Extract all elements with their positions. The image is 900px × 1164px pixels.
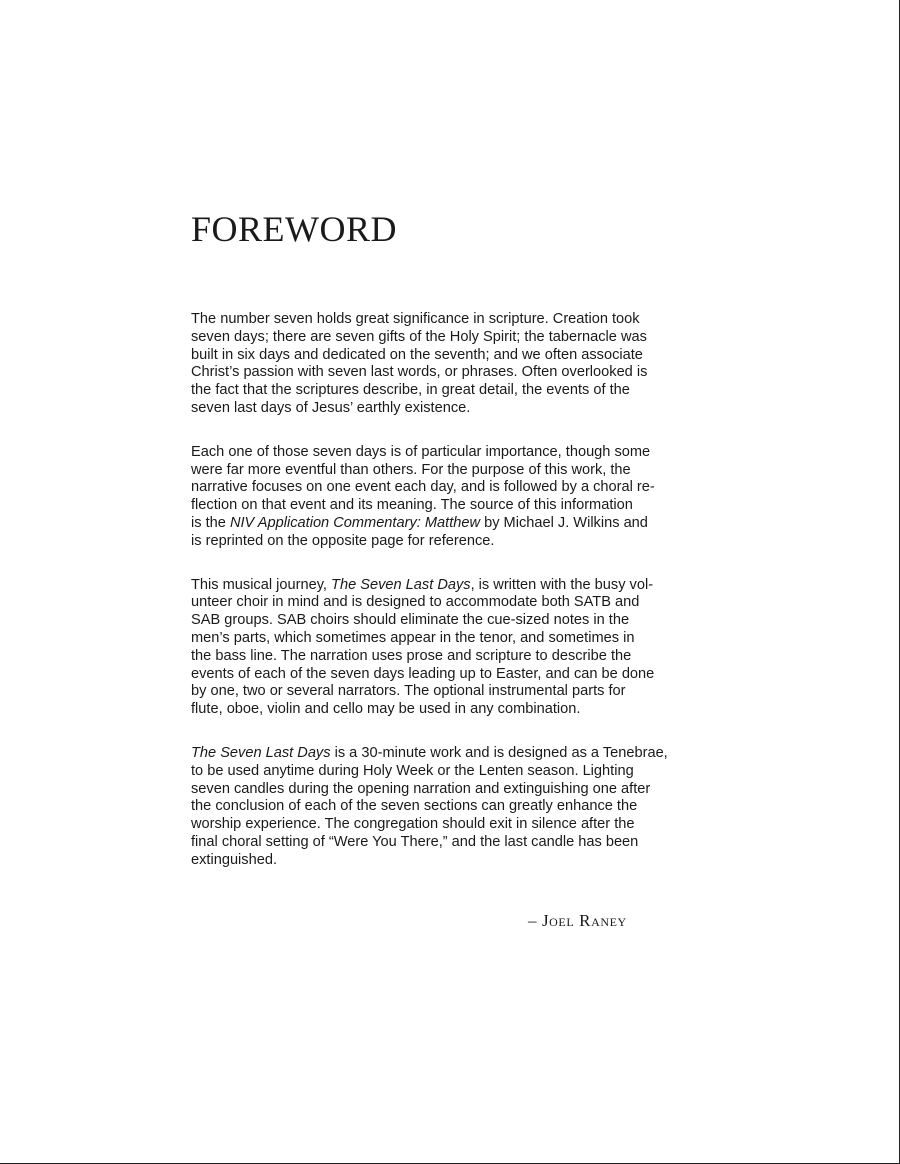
text-line: seven days; there are seven gifts of the Holy Spirit; the tabernacle was [191,328,647,345]
text-line: seven last days of Jesus’ earthly existence. [191,399,471,416]
text-line: to be used anytime during Holy Week or the Lenten season. Lighting [191,762,634,779]
text-line: Christ’s passion with seven last words, or phrases. Often overlooked is [191,364,648,381]
paragraph [191,577,703,719]
paragraph [191,444,703,551]
text-line: narrative focuses on one event each day, and is followed by a choral re- [191,479,655,496]
text-line: worship experience. The congregation should exit in silence after the [191,816,635,833]
text-line: men’s parts, which sometimes appear in the tenor, and sometimes in [191,629,635,646]
paragraph [191,311,703,418]
text-line: by one, two or several narrators. The optional instrumental parts for [191,683,626,700]
text-line: unteer choir in mind and is designed to accommodate both SATB and [191,594,640,611]
text-line: The Seven Last Days is a 30-minute work and is designed as a Tenebrae, [191,744,668,761]
text-line: The number seven holds great significance in scripture. Creation took [191,311,640,327]
text-line: flute, oboe, violin and cello may be used in any combination. [191,701,581,718]
text-line: the conclusion of each of the seven sections can greatly enhance the [191,798,638,815]
text-line: were far more eventful than others. For the purpose of this work, the [191,461,631,478]
author-signature: – Joel Raney [528,911,627,930]
text-line: flection on that event and its meaning. The source of this information [191,497,633,514]
text-line: SAB groups. SAB choirs should eliminate the cue-sized notes in the [191,612,630,629]
text-line: seven candles during the opening narration and extinguishing one after [191,780,651,797]
text-line: the bass line. The narration uses prose and scripture to describe the [191,647,632,664]
text-line: final choral setting of “Were You There,” and the last candle has been [191,833,639,850]
text-line: events of each of the seven days leading up to Easter, and can be done [191,665,655,682]
paragraph [191,745,703,870]
text-line: Each one of those seven days is of particular importance, though some [191,443,651,460]
text-line: extinguished. [191,851,278,868]
page-title: FOREWORD [191,209,398,249]
text-line: is the NIV Application Commentary: Matthew by Michael J. Wilkins and [191,514,648,531]
text-line: the fact that the scriptures describe, in great detail, the events of the [191,382,630,399]
text-line: is reprinted on the opposite page for reference. [191,532,495,549]
text-line: This musical journey, The Seven Last Days, is written with the busy vol- [191,576,654,593]
text-line: built in six days and dedicated on the seventh; and we often associate [191,346,643,363]
foreword-body [191,311,703,896]
